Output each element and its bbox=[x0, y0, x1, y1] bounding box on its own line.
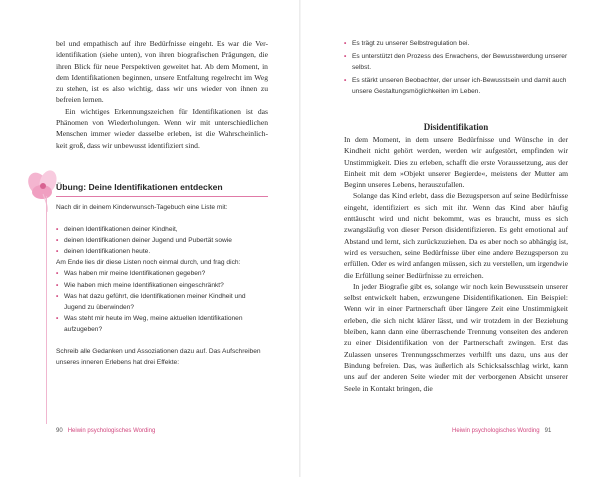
page-number: 91 bbox=[544, 428, 552, 434]
bullet-icon: • bbox=[56, 270, 59, 278]
right-body-text bbox=[344, 134, 568, 394]
list-item: • deinen Identifikationen deiner Jugend und Pubertät sowie bbox=[56, 235, 268, 246]
list-item: • Es trägt zu unserer Selbstregulation bei. bbox=[344, 38, 568, 49]
bullet-icon: • bbox=[56, 292, 59, 300]
list-item: • Was haben mir meine Identifikationen gegeben? bbox=[56, 268, 268, 279]
running-title: Heiwin psychologisches Wording bbox=[67, 428, 156, 434]
list-item: • Es stärkt unseren Beobachter, der unser ich-Bewusstsein und damit auch unsere Gestaltungsmöglichkeiten im Leben. bbox=[344, 77, 567, 96]
exercise-closing: Schreib alle Gedanken und Assoziationen dazu auf. Das Aufschreiben unseres inneren Erlebens hat drei Effekte: bbox=[56, 348, 261, 367]
bullet-icon: • bbox=[56, 281, 59, 289]
bullet-icon: • bbox=[56, 226, 59, 234]
list-item: • Wie haben mich meine Identifikationen eingeschränkt? bbox=[56, 280, 268, 291]
list-item: • Was hat dazu geführt, die Identifikationen meiner Kindheit und Jugend zu überwinden? bbox=[56, 292, 246, 311]
running-title: Heiwin psychologisches Wording bbox=[452, 428, 540, 434]
exercise-intro: Nach dir in deinem Kinderwunsch-Tagebuch eine Liste mit: bbox=[56, 204, 228, 211]
right-paragraph-3: In jeder Biografie gibt es, solange wir noch kein Bewusstsein unserer selbst entwickelt haben, erzwungene Disidentifikationen. Ein Beispiel: Wenn wir in einer Partnerschaft über längere Zeit eine Unstimmigkeit erleben, die sich nicht klärer lässt, und wir trotzdem in der Beziehung bleiben, kann dann eine überraschende Trennung vonseiten des anderen zu einer Disidentifikation von der Partnerschaft zwingen. Erst das Zulassen unseres Trennungsschmerzes verhilft uns dazu, uns aus der Bindung befreien. Das, was äußerlich als Schicksalsschlag wirkt, kann uns auf der anderen Seite wieder mit der verborgenen Absicht unserer Seele in Kontakt bringen, die bbox=[344, 281, 568, 393]
bullet-icon: • bbox=[56, 237, 59, 245]
effects-list bbox=[344, 38, 568, 99]
exercise-body bbox=[56, 202, 268, 368]
right-footer bbox=[452, 428, 551, 434]
exercise-rule bbox=[56, 196, 268, 197]
list-item: • deinen Identifikationen deiner Kindheit, bbox=[56, 224, 268, 235]
left-body-text bbox=[56, 38, 268, 151]
left-paragraph-2: Ein wichtiges Erkennungszeichen für Identifikationen ist das Phänomen von Wiederholungen. Wenn wir mit unterschiedlichen Menschen immer wieder dasselbe erleben, ist die Wahrscheinlich- keit groß, dass wir unbewusst identifiziert sind. bbox=[56, 106, 268, 150]
bullet-icon: • bbox=[344, 40, 347, 47]
right-paragraph-2: Solange das Kind erlebt, dass die Bezugsperson auf seine Bedürfnisse eingeht, identifiziert es sich mit ihr. Wenn das Kind aber häufig enttäuscht wird und nicht bekommt, was es braucht, muss es sich zwangsläufig von dieser Person disidentifizieren. Es geht emotional auf Abstand und lernt, sich zurückzuziehen. Da es aber noch so abhängig ist, wird es versuchen, seine Bedürfnisse über eine andere Bezugsperson zu erfüllen. Oder es wird anfangen müssen, sich zu verstellen, um irgendwie die Erfüllung seiner Bedürfnisse zu erreichen. bbox=[344, 191, 568, 280]
bullet-icon: • bbox=[344, 53, 347, 61]
bullet-icon: • bbox=[344, 77, 347, 85]
left-paragraph-1: bel und empathisch auf ihre Bedürfnisse eingeht. Es war die Ver- identifikation (siehe unten), von ihren biografischen Prägungen, die ihren Blick für neue Perspektiven geweitet hat. Ab dem Moment, in dem Identifikationen beginnen, unsere Entfaltung regelrecht im Weg zu stehen, ist es also wichtig, dass wir uns wieder von ihnen zu befreien lernen. bbox=[56, 39, 268, 105]
list-item: Am Ende lies dir diese Listen noch einmal durch, und frag dich: bbox=[56, 259, 241, 267]
left-footer bbox=[56, 428, 155, 434]
right-paragraph-1: In dem Moment, in dem unsere Bedürfnisse und Wünsche in der Kindheit nicht gehört werden, werden wir aufgestört, empfinden wir Unstimmigkeit. Dies zu erleben, schafft die erste Voraussetzung, aus der Einheit mit dem »Objekt unserer Begierde«, meistens der Mutter am Beginn unseres Lebens, herauszufallen. bbox=[344, 135, 568, 190]
exercise-list-1 bbox=[56, 224, 268, 335]
bullet-icon: • bbox=[56, 248, 59, 256]
exercise-side-line bbox=[46, 196, 47, 424]
list-item: • Es unterstützt den Prozess des Erwachens, der Bewusstwerdung unserer selbst. bbox=[344, 53, 568, 72]
section-heading: Disidentifikation bbox=[423, 122, 489, 132]
page-number: 90 bbox=[56, 428, 63, 434]
exercise-title: Übung: Deine Identifikationen entdecken bbox=[56, 182, 223, 192]
list-item: • Was steht mir heute im Weg, meine aktuellen Identifikationen aufzugeben? bbox=[56, 314, 243, 333]
list-item: • deinen Identifikationen heute. bbox=[56, 246, 268, 257]
bullet-icon: • bbox=[56, 314, 59, 322]
